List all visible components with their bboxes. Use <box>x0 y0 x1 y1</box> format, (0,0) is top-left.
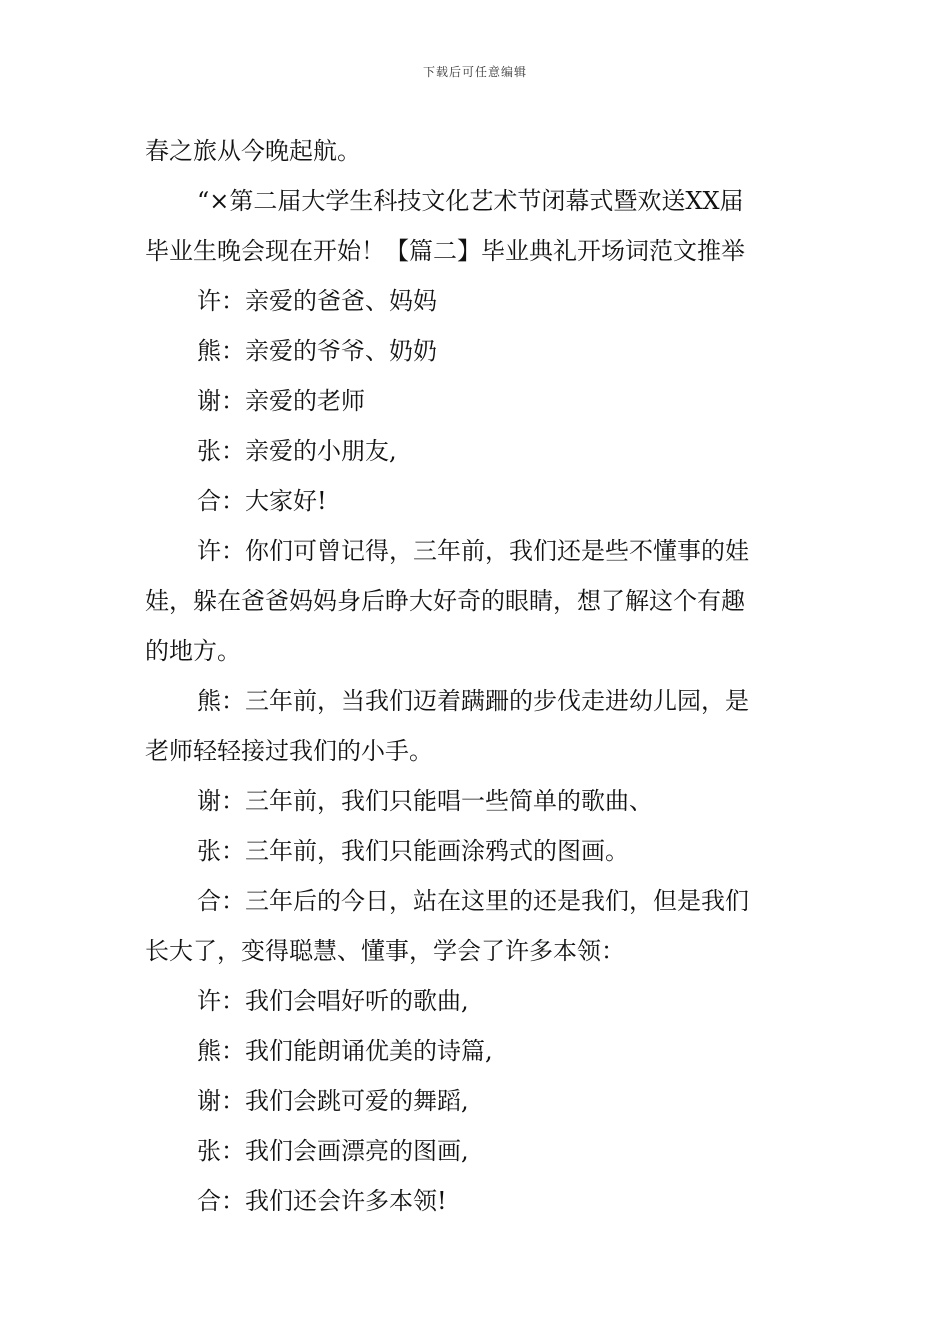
paragraph <box>145 1026 808 1076</box>
paragraph <box>145 1126 808 1176</box>
text-line: 老师轻轻接过我们的小手。 <box>145 737 433 765</box>
text-line: 熊：我们能朗诵优美的诗篇, <box>197 1037 493 1065</box>
text-line: 娃，躲在爸爸妈妈身后睁大好奇的眼睛，想了解这个有趣 <box>145 587 745 615</box>
paragraph <box>145 876 808 976</box>
text-line: 毕业生晚会现在开始！【篇二】毕业典礼开场词范文推举 <box>145 237 745 265</box>
paragraph <box>145 426 808 476</box>
text-line: 长大了，变得聪慧、懂事，学会了许多本领： <box>145 937 625 965</box>
text-line: 的地方。 <box>145 637 241 665</box>
paragraph <box>145 1076 808 1126</box>
paragraph <box>145 176 808 276</box>
text-line: 春之旅从今晚起航。 <box>145 137 361 165</box>
paragraph <box>145 526 808 676</box>
text-line: 合：大家好! <box>197 487 327 515</box>
paragraph <box>145 276 808 326</box>
paragraph <box>145 326 808 376</box>
text-line: 谢：亲爱的老师 <box>197 387 365 415</box>
paragraph <box>145 826 808 876</box>
text-line: 合：三年后的今日，站在这里的还是我们，但是我们 <box>197 887 749 915</box>
text-line: 张：我们会画漂亮的图画, <box>197 1137 469 1165</box>
paragraph <box>145 126 808 176</box>
text-line: 熊：亲爱的爷爷、奶奶 <box>197 337 437 365</box>
text-line: 谢：我们会跳可爱的舞蹈, <box>197 1087 469 1115</box>
text-line: 许：亲爱的爸爸、妈妈 <box>197 287 437 315</box>
text-line: 张：亲爱的小朋友, <box>197 437 397 465</box>
paragraph <box>145 776 808 826</box>
text-line: 张：三年前，我们只能画涂鸦式的图画。 <box>197 837 629 865</box>
paragraph <box>145 976 808 1026</box>
text-line: “×第二届大学生科技文化艺术节闭幕式暨欢送XX届 <box>197 187 744 215</box>
paragraph <box>145 1176 808 1226</box>
document-body <box>145 126 808 1226</box>
text-line: 合：我们还会许多本领! <box>197 1187 447 1215</box>
text-line: 熊：三年前，当我们迈着蹒跚的步伐走进幼儿园，是 <box>197 687 749 715</box>
text-line: 许：我们会唱好听的歌曲, <box>197 987 469 1015</box>
text-line: 许：你们可曾记得，三年前，我们还是些不懂事的娃 <box>197 537 749 565</box>
text-line: 谢：三年前，我们只能唱一些简单的歌曲、 <box>197 787 653 815</box>
paragraph <box>145 476 808 526</box>
page-header: 下载后可任意编辑 <box>422 65 527 79</box>
paragraph <box>145 676 808 776</box>
paragraph <box>145 376 808 426</box>
